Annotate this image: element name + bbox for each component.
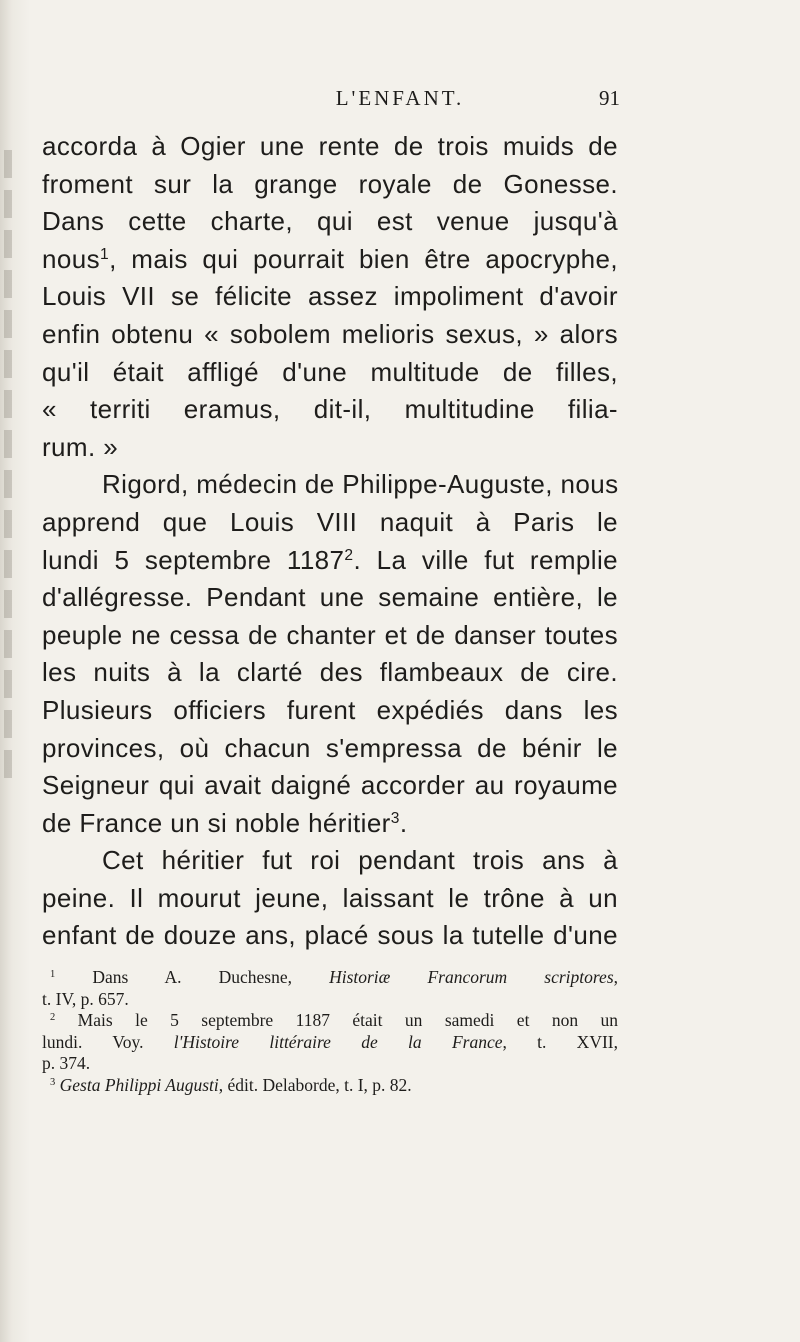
book-binding-edge (0, 0, 30, 1342)
text-fragment: de France un si noble héritier (42, 807, 391, 838)
footnote-ref-2: 2 (344, 546, 354, 564)
binding-thread-marks (4, 150, 12, 790)
text-line (42, 805, 618, 843)
text-line: Seigneur qui avait daigné accorder au royaume (42, 770, 618, 801)
footnote-2-end: p. 374. (42, 1053, 91, 1073)
footnote-3 (42, 1075, 618, 1097)
footnote-text: Mais le 5 septembre 1187 était un samedi et non un (77, 1010, 619, 1030)
text-fragment: , mais qui pourrait bien être apocryphe, (109, 243, 618, 274)
text-line: apprend que Louis VIII naquit à Paris le (42, 506, 618, 537)
text-fragment: . (399, 807, 408, 838)
text-line: enfant de douze ans, placé sous la tutelle d'une (42, 920, 618, 951)
footnote-text: , édit. Delaborde, t. I, p. 82. (218, 1074, 412, 1095)
text-line: peuple ne cessa de chanter et de danser toutes (42, 619, 618, 650)
footnote-text: lundi. Voy. (42, 1031, 174, 1052)
footnote-ref-3: 3 (390, 810, 400, 828)
text-fragment: lundi 5 septembre 1187 (42, 544, 345, 575)
text-line: Cet héritier fut roi pendant trois ans à (102, 845, 618, 876)
text-line: peine. Il mourut jeune, laissant le trône à un (42, 882, 618, 913)
footnote-text: Dans A. Duchesne, (92, 967, 330, 987)
footnote-1 (42, 967, 618, 989)
footnote-mark: 3 (50, 1076, 56, 1088)
text-line: provinces, où chacun s'empressa de bénir le (42, 732, 618, 763)
footnote-text: , (613, 967, 618, 987)
running-title: L'ENFANT. (335, 86, 465, 110)
footnote-text: , t. XVII, (502, 1031, 618, 1052)
text-line: Rigord, médecin de Philippe-Auguste, nous (102, 469, 619, 500)
text-line: d'allégresse. Pendant une semaine entière, le (42, 582, 618, 613)
main-text (42, 128, 618, 955)
footnote-mark: 2 (50, 1012, 56, 1024)
footnotes (42, 967, 618, 1096)
page-number: 91 (599, 86, 620, 110)
text-fragment: nous (42, 243, 100, 274)
text-line: Plusieurs officiers furent expédiés dans les (42, 694, 618, 725)
text-fragment: . La ville fut remplie (353, 544, 618, 575)
footnote-title: Historiæ Francorum scriptores (329, 967, 614, 987)
footnote-1-cont: t. IV, p. 657. (42, 988, 129, 1009)
footnote-2 (42, 1010, 618, 1032)
text-line (42, 241, 618, 279)
footnote-ref-1: 1 (99, 246, 110, 264)
footnote-title: Gesta Philippi Augusti (59, 1074, 219, 1095)
page-header (0, 86, 800, 112)
text-line (42, 542, 618, 580)
text-line: enfin obtenu « sobolem melioris sexus, » alors (42, 318, 618, 349)
text-line: « territi eramus, dit-il, multitudine filia- (42, 394, 618, 425)
footnote-title: l'Histoire littéraire de la France (173, 1031, 503, 1052)
text-line: qu'il était affligé d'une multitude de filles, (42, 356, 618, 387)
text-line: rum. » (42, 431, 119, 462)
text-line: accorda à Ogier une rente de trois muids de (42, 131, 618, 161)
text-line: les nuits à la clarté des flambeaux de cire. (42, 657, 618, 688)
text-line: Dans cette charte, qui est venue jusqu'à (42, 206, 618, 237)
footnote-2-cont (42, 1032, 618, 1054)
text-line: froment sur la grange royale de Gonesse. (42, 168, 618, 199)
footnote-mark: 1 (50, 969, 56, 981)
text-line: Louis VII se félicite assez impoliment d'avoir (42, 281, 618, 312)
